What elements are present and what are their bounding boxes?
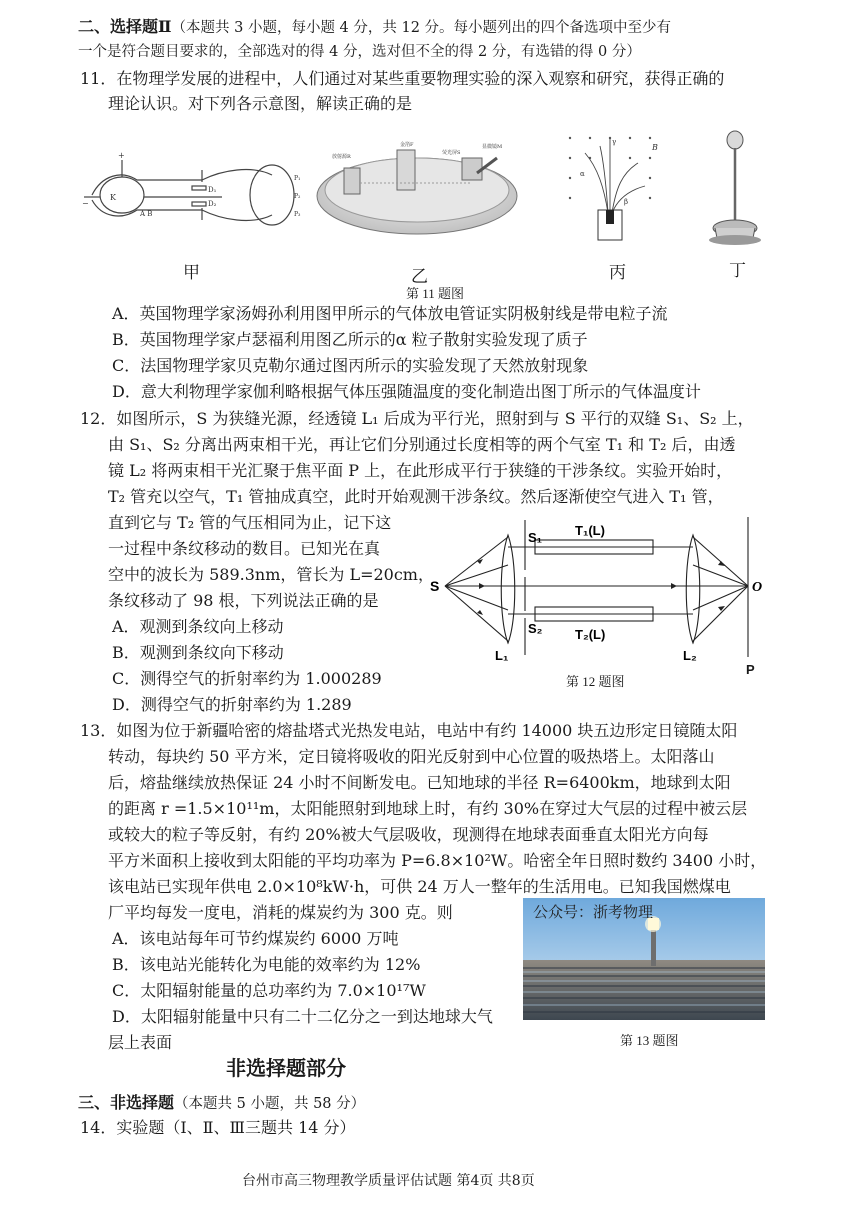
- q12-option-b: B．观测到条纹向下移动: [112, 643, 284, 662]
- part2-heading: 非选择题部分: [226, 1056, 346, 1080]
- q12-stem-7: 空中的波长为 589.3nm，管长为 L=20cm，: [108, 565, 434, 584]
- q12-option-c: C．测得空气的折射率约为 1.000289: [112, 669, 382, 688]
- fig-label-ding: 丁: [729, 261, 746, 281]
- svg-text:B: B: [652, 143, 658, 152]
- q12-stem-3: 镜 L₂ 将两束相干光汇聚于焦平面 P 上，在此形成平行于狭缝的干涉条纹。实验开始时，: [108, 461, 733, 480]
- diagram-label-s: S: [430, 578, 440, 594]
- section2-desc: （本题共 3 小题，每小题 4 分，共 12 分。每小题列出的四个备选项中至少有: [171, 20, 672, 36]
- svg-text:放射源R: 放射源R: [332, 154, 351, 160]
- q13-option-c: C．太阳辐射能量的总功率约为 7.0×10¹⁷W: [112, 981, 426, 1000]
- q13-photo-watermark: 公众号：浙考物理: [533, 903, 654, 921]
- q13-option-d: D．太阳辐射能量中只有二十二亿分之一到达地球大气: [112, 1007, 493, 1026]
- q11-figure-yi: [312, 128, 524, 238]
- q11-option-a: A．英国物理学家汤姆孙利用图甲所示的气体放电管证实阴极射线是带电粒子流: [112, 304, 668, 323]
- q13-stem-5: 或较大的粒子等反射，有约 20%被大气层吸收，现测得在地球表面垂直太阳光方向每: [108, 825, 709, 844]
- q14-title: 14．实验题（Ⅰ、Ⅱ、Ⅲ三题共 14 分）: [80, 1118, 356, 1137]
- q11-figure-jia: [82, 140, 301, 235]
- svg-text:P₂: P₂: [294, 193, 301, 200]
- svg-text:+: +: [118, 151, 125, 160]
- q11-figure-bing: [560, 128, 670, 243]
- q12-option-d: D．测得空气的折射率约为 1.289: [112, 695, 352, 714]
- q13-option-d-cont: 层上表面: [108, 1033, 173, 1052]
- q12-stem-6: 一过程中条纹移动的数目。已知光在真: [108, 539, 381, 558]
- q11-option-b: B．英国物理学家卢瑟福利用图乙所示的α 粒子散射实验发现了质子: [112, 330, 588, 349]
- q13-option-a: A．该电站每年可节约煤炭约 6000 万吨: [112, 929, 399, 948]
- q11-caption: 第 11 题图: [406, 286, 465, 301]
- svg-text:P₁: P₁: [294, 175, 301, 182]
- q12-stem-2: 由 S₁、S₂ 分离出两束相干光，再让它们分别通过长度相等的两个气室 T₁ 和 T₂ 后，由透: [108, 435, 736, 454]
- q12-stem-8: 条纹移动了 98 根，下列说法正确的是: [108, 591, 379, 610]
- q11-stem-2: 理论认识。对下列各示意图，解读正确的是: [108, 94, 413, 113]
- svg-text:D₂: D₂: [208, 200, 217, 208]
- svg-text:P₃: P₃: [294, 211, 301, 218]
- diagram-label-p: P: [746, 662, 755, 677]
- q13-stem-6: 平方米面积上接收到太阳能的平均功率为 P=6.8×10²W。哈密全年日照时数约 3400 小时，: [108, 851, 767, 870]
- section3-header: [78, 1092, 365, 1115]
- q13-stem-3: 后，熔盐继续放热保证 24 小时不间断发电。已知地球的半径 R=6400km，地球到太阳: [108, 773, 731, 792]
- svg-text:K: K: [110, 193, 116, 202]
- q12-diagram: [425, 515, 770, 665]
- q11-stem-1: 11．在物理学发展的进程中，人们通过对某些重要物理实验的深入观察和研究，获得正确的: [80, 69, 725, 88]
- q11-option-d: D．意大利物理学家伽利略根据气体压强随温度的变化制造出图丁所示的气体温度计: [112, 382, 701, 401]
- svg-text:金箔F: 金箔F: [400, 142, 414, 148]
- q12-stem-5: 直到它与 T₂ 管的气压相同为止，记下这: [108, 513, 392, 532]
- diagram-label-l2: L₂: [683, 648, 697, 663]
- q13-option-b: B．该电站光能转化为电能的效率约为 12%: [112, 955, 421, 974]
- svg-text:β: β: [624, 198, 629, 206]
- q13-stem-1: 13．如图为位于新疆哈密的熔盐塔式光热发电站，电站中有约 14000 块五边形定日镜随太阳: [80, 721, 738, 740]
- diagram-label-t1: T₁(L): [575, 523, 605, 538]
- section2-title: 二、选择题Ⅱ: [78, 17, 172, 36]
- fig-label-bing: 丙: [609, 263, 626, 283]
- svg-text:显微镜M: 显微镜M: [482, 144, 503, 150]
- diagram-label-l1: L₁: [495, 648, 509, 663]
- svg-text:−: −: [82, 199, 89, 208]
- fig-label-yi: 乙: [411, 267, 428, 287]
- diagram-label-s1: S₁: [528, 530, 543, 545]
- section2-header: [78, 16, 671, 39]
- svg-text:荧光屏S: 荧光屏S: [442, 150, 461, 156]
- q13-stem-2: 转动，每块约 50 平方米，定日镜将吸收的阳光反射到中心位置的吸热塔上。太阳落山: [108, 747, 715, 766]
- q13-stem-7: 该电站已实现年供电 2.0×10⁸kW·h，可供 24 万人一整年的生活用电。已知我国燃煤电: [108, 877, 731, 896]
- section2-desc-2: 一个是符合题目要求的，全部选对的得 4 分，选对但不全的得 2 分，有选错的得 0 分）: [78, 44, 641, 60]
- section3-desc: （本题共 5 小题，共 58 分）: [174, 1096, 366, 1112]
- diagram-label-o: O: [752, 580, 763, 595]
- q13-stem-4: 的距离 r =1.5×10¹¹m，太阳能照射到地球上时，有约 30%在穿过大气层的过程中被云层: [108, 799, 748, 818]
- page-footer: 台州市高三物理教学质量评估试题 第4页 共8页: [242, 1173, 535, 1189]
- q12-stem-1: 12．如图所示，S 为狭缝光源，经透镜 L₁ 后成为平行光，照射到与 S 平行的双缝 S₁、S₂ 上，: [80, 409, 754, 428]
- q12-caption: 第 12 题图: [566, 674, 625, 689]
- svg-text:α: α: [580, 170, 585, 178]
- q11-option-c: C．法国物理学家贝克勒尔通过图丙所示的实验发现了天然放射现象: [112, 356, 589, 375]
- svg-text:D₁: D₁: [208, 186, 217, 194]
- q12-option-a: A．观测到条纹向上移动: [112, 617, 284, 636]
- diagram-label-t2: T₂(L): [575, 627, 606, 642]
- diagram-label-s2: S₂: [528, 621, 543, 636]
- q12-stem-4: T₂ 管充以空气，T₁ 管抽成真空，此时开始观测干涉条纹。然后逐渐使空气进入 T₁ 管，: [108, 487, 724, 506]
- svg-text:γ: γ: [612, 138, 617, 146]
- q13-caption: 第 13 题图: [620, 1033, 679, 1048]
- section3-title: 三、非选择题: [78, 1093, 175, 1112]
- q11-figure-ding: [705, 128, 765, 248]
- svg-text:A B: A B: [140, 210, 153, 218]
- q13-stem-8: 厂平均每发一度电，消耗的煤炭约为 300 克。则: [108, 903, 453, 922]
- fig-label-jia: 甲: [183, 263, 200, 283]
